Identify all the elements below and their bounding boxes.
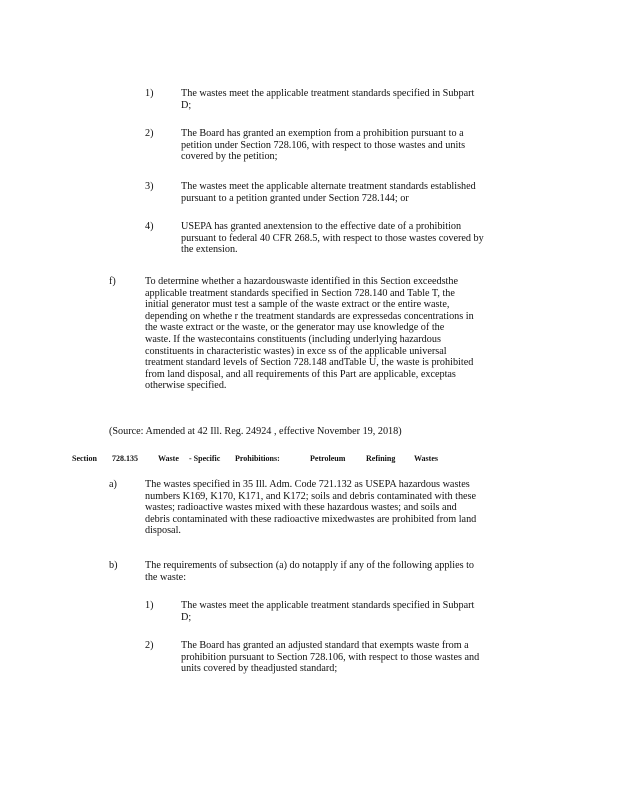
text-line: USEPA has granted anextension to the effective date of a prohibition	[181, 221, 462, 232]
item-label: 4)	[145, 221, 154, 232]
text-line: petition under Section 728.106, with respect to those wastes and units	[181, 139, 466, 151]
heading-word: Prohibitions:	[235, 454, 280, 463]
item-text	[181, 221, 539, 256]
text-line: The wastes specified in 35 Ill. Adm. Code 721.132 as USEPA hazardous wastes	[145, 479, 470, 490]
text-line: To determine whether a hazardouswaste identified in this Section exceedsthe	[145, 276, 459, 287]
heading-section: Section	[72, 454, 97, 463]
item-label: 1)	[145, 600, 154, 611]
item-label: 3)	[145, 181, 154, 192]
item-text	[145, 479, 533, 537]
text-line: the waste extract or the waste, or the generator may use knowledge of the	[145, 322, 445, 334]
text-line: The Board has granted an adjusted standard that exempts waste from a	[181, 640, 469, 651]
text-line: depending on whethe r the treatment standards are expressedas concentrations in	[145, 310, 474, 322]
heading-word: - Specific	[189, 454, 221, 463]
text-line: the extension.	[181, 244, 238, 256]
item-text	[181, 128, 523, 163]
item-label: 2)	[145, 128, 154, 139]
heading-word: Waste	[158, 454, 179, 463]
text-line: debris contaminated with these radioactive mixedwastes are prohibited from land	[145, 513, 477, 525]
text-line: otherwise specified.	[145, 380, 227, 392]
item-label: 1)	[145, 88, 154, 99]
text-line: pursuant to a petition granted under Section 728.144; or	[181, 192, 409, 204]
source-note: (Source: Amended at 42 Ill. Reg. 24924 , effective November 19, 2018)	[109, 426, 402, 437]
item-text	[145, 276, 530, 392]
text-line: wastes; radioactive wastes mixed with these hazardous wastes; and soils and	[145, 502, 457, 514]
text-line: from land disposal, and all requirements of this Part are applicable, exceptas	[145, 368, 456, 380]
text-line: The wastes meet the applicable treatment standards specified in Subpart	[181, 600, 475, 611]
text-line: D;	[181, 611, 192, 623]
item-text	[181, 640, 533, 675]
text-line: numbers K169, K170, K171, and K172; soils and debris contaminated with these	[145, 490, 477, 502]
text-line: disposal.	[145, 525, 181, 537]
heading-word: Petroleum	[310, 454, 346, 463]
item-text	[181, 88, 523, 111]
text-line: covered by the petition;	[181, 151, 278, 163]
heading-number: 728.135	[112, 454, 138, 463]
heading-word: Refining	[366, 454, 396, 463]
text-line: The wastes meet the applicable alternate treatment standards established	[181, 181, 476, 192]
item-label: f)	[109, 276, 116, 287]
text-line: D;	[181, 99, 192, 111]
text-line: constituents in characteristic wastes) in exce ss of the applicable universal	[145, 345, 447, 357]
text-line: The wastes meet the applicable treatment standards specified in Subpart	[181, 88, 475, 99]
text-line: The requirements of subsection (a) do notapply if any of the following applies to	[145, 560, 475, 571]
item-text	[181, 600, 523, 623]
text-line: units covered by theadjusted standard;	[181, 663, 338, 675]
text-line: The Board has granted an exemption from a prohibition pursuant to a	[181, 128, 464, 139]
item-label: b)	[109, 560, 118, 571]
text-line: prohibition pursuant to Section 728.106, with respect to those wastes and	[181, 651, 480, 663]
item-label: a)	[109, 479, 117, 490]
item-label: 2)	[145, 640, 154, 651]
text-line: pursuant to federal 40 CFR 268.5, with respect to those wastes covered by	[181, 232, 484, 244]
heading-word: Wastes	[414, 454, 438, 463]
text-line: treatment standard levels of Section 728.148 andTable U, the waste is prohibited	[145, 357, 474, 369]
text-line: initial generator must test a sample of the waste extract or the entire waste,	[145, 299, 450, 311]
text-line: the waste:	[145, 571, 187, 583]
item-text	[181, 181, 523, 204]
item-text	[145, 560, 533, 583]
text-line: applicable treatment standards specified in Section 728.140 and Table T, the	[145, 287, 455, 299]
text-line: waste. If the wastecontains constituents (including underlying hazardous	[145, 333, 441, 345]
